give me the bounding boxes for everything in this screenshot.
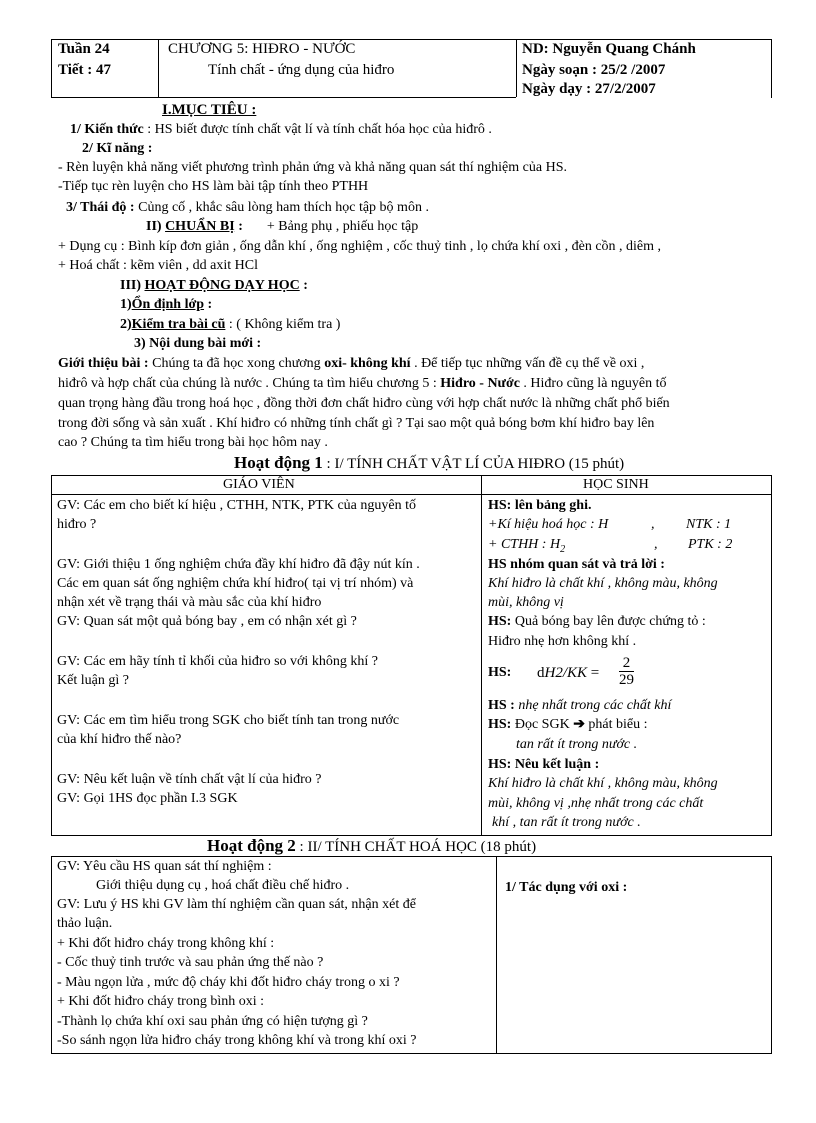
a1-gv-2a: GV: Giới thiệu 1 ống nghiệm chứa đầy khí hiđro đã đậy nút kín .: [57, 557, 420, 572]
objectives-attitude: 3/ Thái độ : Củng cố , khắc sâu lòng ham thích học tập bộ môn .: [66, 200, 429, 215]
header-divider-2: [516, 39, 517, 97]
a1-hs-7-label: HS:: [488, 665, 512, 680]
intro-line-3: quan trọng hàng đầu trong hoá học , đồng thời đơn chất hiđro cùng với hợp chất nước là những chất phổ biến: [58, 396, 670, 411]
a1-hs-7-formula: dH2/KK =: [537, 665, 600, 681]
header-chapter: CHƯƠNG 5: HIĐRO - NƯỚC: [168, 41, 356, 57]
a1-hs-9: HS: Đọc SGK ➔ phát biểu :: [488, 717, 648, 732]
a2-gv-6: - Màu ngọn lửa , mức độ cháy khi đốt hiđro cháy trong o xi ?: [57, 975, 400, 990]
a1-hs-12a: Khí hiđro là chất khí , không màu, không: [488, 776, 718, 791]
intro-line-1: Giới thiệu bài : Chúng ta đã học xong chương oxi- không khí . Để tiếp tục những vấn đề cụ thể về oxi ,: [58, 356, 645, 371]
header-week: Tuần 24: [58, 41, 110, 57]
a1-gv-2b: Các em quan sát ống nghiệm chứa khí hiđro( tại vị trí nhóm) và: [57, 576, 414, 591]
a1-hs-2c: NTK : 1: [686, 517, 732, 532]
a1-hs-5b: mùi, không vị: [488, 595, 564, 610]
header-prep-date: Ngày soạn : 25/2 /2007: [522, 62, 666, 78]
header-period: Tiết : 47: [58, 62, 112, 78]
a1-gv-4b: Kết luận gì ?: [57, 673, 129, 688]
a2-gv-5: - Cốc thuỷ tinh trước và sau phản ứng thế nào ?: [57, 955, 324, 970]
a1-gv-5a: GV: Các em tìm hiểu trong SGK cho biết tính tan trong nước: [57, 713, 400, 728]
a1-hs-8: HS : nhẹ nhất trong các chất khí: [488, 698, 672, 713]
header-bottom-line: [51, 97, 516, 98]
header-teacher: ND: Nguyễn Quang Chánh: [522, 41, 696, 57]
activities-step1: 1)Ổn định lớp :: [120, 297, 213, 312]
preparation-heading: II) CHUẨN BỊ : + Bảng phụ , phiếu học tập: [146, 219, 419, 234]
intro-line-2: hiđrô và hợp chất của chúng là nước . Chúng ta tìm hiểu chương 5 : Hiđro - Nước . Hiđro cũng là nguyên tố: [58, 376, 667, 391]
a1-hs-10: tan rất ít trong nước .: [516, 737, 638, 752]
activity1-col-teacher: GIÁO VIÊN: [223, 477, 295, 492]
a1-gv-3: GV: Quan sát một quả bóng bay , em có nhận xét gì ?: [57, 614, 357, 629]
intro-line-5: cao ? Chúng ta tìm hiểu trong bài học hôm nay .: [58, 435, 328, 450]
objectives-skills-1: - Rèn luyện khả năng viết phương trình phản ứng và khả năng quan sát thí nghiệm của HS.: [58, 160, 567, 175]
a2-gv-3b: thảo luận.: [57, 916, 113, 931]
a1-hs-3c: PTK : 2: [688, 537, 733, 552]
a2-gv-7: + Khi đốt hiđro cháy trong bình oxi :: [57, 994, 264, 1009]
activity1-column-divider: [481, 475, 482, 835]
activities-step3: 3) Nội dung bài mới :: [134, 336, 262, 351]
header-teach-date: Ngày dạy : 27/2/2007: [522, 81, 656, 97]
objectives-skills-label: 2/ Kĩ năng :: [82, 141, 153, 156]
a1-hs-7-denominator: 29: [619, 672, 634, 688]
a1-gv-1b: hiđro ?: [57, 517, 97, 532]
a1-hs-3a: + CTHH : $H_2$: [488, 537, 566, 555]
a2-gv-2: Giới thiệu dụng cụ , hoá chất điều chế hiđro .: [96, 878, 350, 893]
a1-hs-2a: +Kí hiệu hoá học : H: [488, 517, 609, 532]
preparation-chemicals: + Hoá chất : kẽm viên , dd axit HCl: [58, 258, 258, 273]
activity1-col-student: HỌC SINH: [583, 477, 649, 492]
a1-hs-12c: khí , tan rất ít trong nước .: [492, 815, 641, 830]
header-divider-1: [158, 39, 159, 97]
a2-gv-9: -So sánh ngọn lửa hiđro cháy trong không khí và trong khí oxi ?: [57, 1033, 417, 1048]
a1-gv-7: GV: Gọi 1HS đọc phần I.3 SGK: [57, 791, 238, 806]
a2-hs-1: 1/ Tác dụng với oxi :: [505, 880, 628, 895]
arrow-right-icon: ➔: [573, 717, 585, 732]
a1-gv-2c: nhận xét về trạng thái và màu sắc của khí hiđro: [57, 595, 322, 610]
a1-gv-6: GV: Nêu kết luận về tính chất vật lí của hiđro ?: [57, 772, 322, 787]
a2-gv-4: + Khi đốt hiđro cháy trong không khí :: [57, 936, 275, 951]
activity1-header-line: [51, 494, 771, 495]
a1-hs-7-fraction: [619, 655, 634, 688]
objectives-heading: I.MỤC TIÊU :: [162, 102, 257, 118]
a1-hs-11: HS: Nêu kết luận :: [488, 757, 600, 772]
a2-gv-1: GV: Yêu cầu HS quan sát thí nghiệm :: [57, 859, 272, 874]
activity2-title: Hoạt động 2 : II/ TÍNH CHẤT HOÁ HỌC (18 phút): [207, 836, 537, 855]
a1-gv-5b: của khí hiđro thế nào?: [57, 732, 182, 747]
a2-gv-8: -Thành lọ chứa khí oxi sau phản ứng có hiện tượng gì ?: [57, 1014, 368, 1029]
a1-hs-6a: HS: Quả bóng bay lên được chứng tỏ :: [488, 614, 706, 629]
a1-hs-1: HS: lên bảng ghi.: [488, 498, 592, 513]
a1-gv-1a: GV: Các em cho biết kí hiệu , CTHH, NTK, PTK của nguyên tố: [57, 498, 417, 513]
a2-gv-3a: GV: Lưu ý HS khi GV làm thí nghiệm cần quan sát, nhận xét để: [57, 897, 416, 912]
objectives-knowledge: 1/ Kiến thức : HS biết được tính chất vật lí và tính chất hóa học của hiđrô .: [70, 122, 492, 137]
objectives-skills-2: -Tiếp tục rèn luyện cho HS làm bài tập tính theo PTHH: [58, 179, 369, 194]
a1-hs-5a: Khí hiđro là chất khí , không màu, không: [488, 576, 718, 591]
a1-hs-6b: Hiđro nhẹ hơn không khí .: [488, 634, 637, 649]
a1-hs-4: HS nhóm quan sát và trả lời :: [488, 557, 665, 572]
header-lesson: Tính chất - ứng dụng của hiđro: [208, 62, 395, 78]
preparation-tools: + Dụng cụ : Bình kíp đơn giản , ống dẫn khí , ống nghiệm , cốc thuỷ tinh , lọ chứa khí oxi , đèn cồn , diêm ,: [58, 239, 662, 254]
a1-hs-3b: ,: [654, 537, 658, 552]
intro-line-4: trong đời sống và sản xuất . Khí hiđro có những tính chất gì ? Tại sao một quả bóng bơm khí hiđro bay lên: [58, 416, 655, 431]
a1-hs-12b: mùi, không vị ,nhẹ nhất trong các chất: [488, 796, 704, 811]
a1-hs-2b: ,: [651, 517, 655, 532]
activities-heading: III) HOẠT ĐỘNG DẠY HỌC :: [120, 278, 308, 293]
activities-step2: 2)Kiểm tra bài cũ : ( Không kiểm tra ): [120, 317, 341, 332]
a1-gv-4a: GV: Các em hãy tính tỉ khối của hiđro so với không khí ?: [57, 654, 378, 669]
a1-hs-7-numerator: 2: [619, 655, 634, 672]
activity2-column-divider: [496, 856, 497, 1053]
activity1-title: Hoạt động 1 : I/ TÍNH CHẤT VẬT LÍ CỦA HIĐRO (15 phút): [234, 453, 625, 472]
